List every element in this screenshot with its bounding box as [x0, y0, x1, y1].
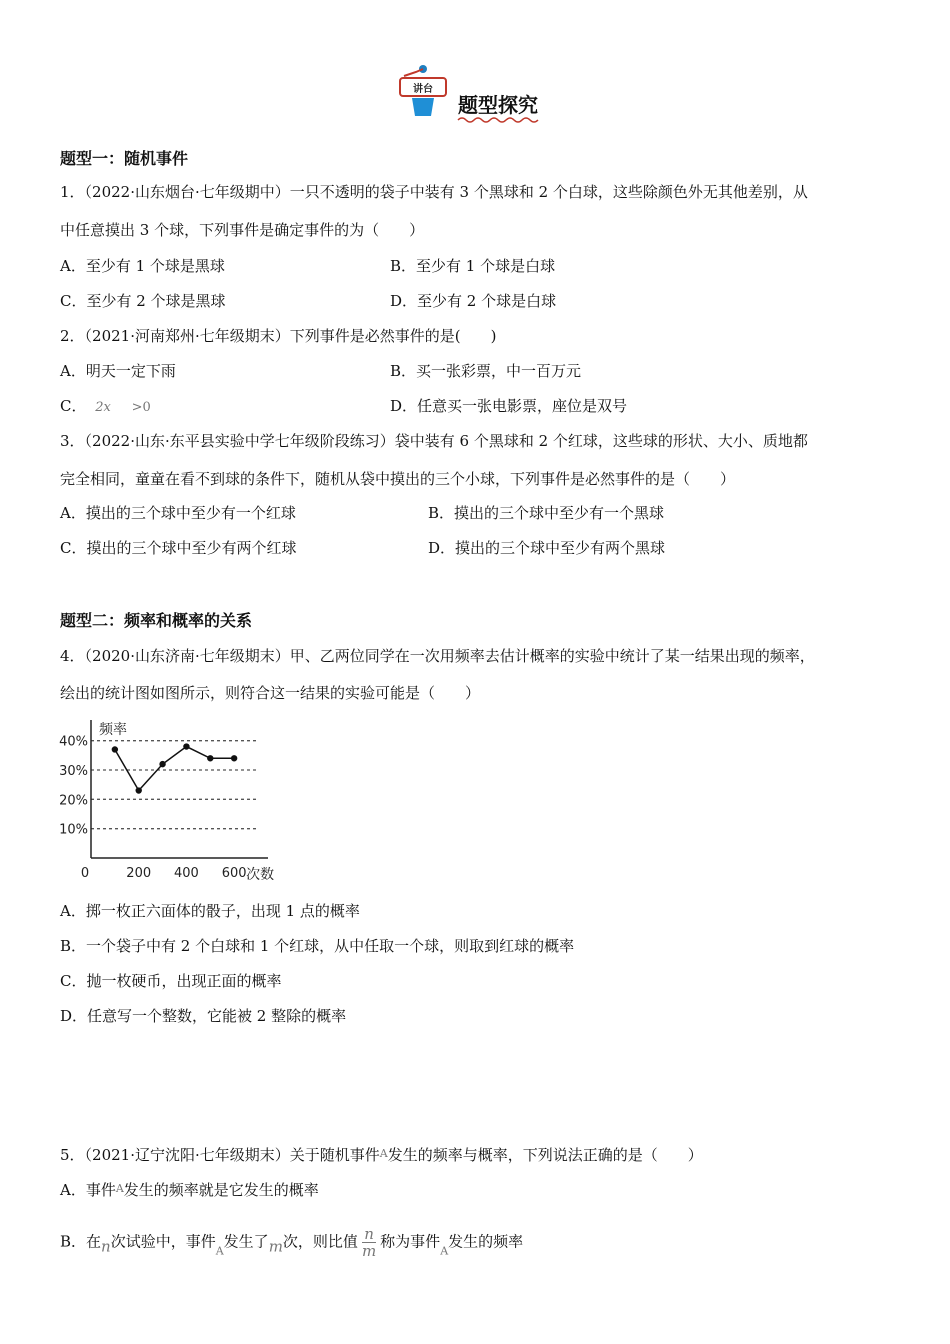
x-tick-label: 600: [221, 866, 247, 880]
q5-option-a-var: A: [115, 1182, 124, 1195]
header-title: 题型探究: [458, 93, 538, 117]
q1-option-c: C．至少有 2 个球是黑球: [60, 292, 226, 310]
y-axis-label: 频率: [99, 722, 127, 738]
series-line: [115, 747, 234, 791]
q2-option-c-label: C．: [60, 397, 87, 415]
q5-option-b-var-a: A: [215, 1244, 224, 1258]
y-tick-label: 30%: [59, 764, 88, 779]
q1-option-a: A．至少有 1 个球是黑球: [60, 257, 225, 275]
q5-option-b-pre: B．在: [60, 1232, 102, 1251]
q5-fraction: [362, 1226, 376, 1259]
q2-option-c-expr1: 2x: [95, 400, 111, 415]
y-tick-label: 40%: [59, 734, 88, 750]
q2-option-c: [60, 395, 151, 416]
x-tick-label: 0: [80, 866, 90, 880]
q4-option-a: A．掷一枚正六面体的骰子，出现 1 点的概率: [60, 902, 360, 920]
q1-stem-line2: 中任意摸出 3 个球，下列事件是确定事件的为（ ）: [60, 221, 425, 239]
q2-option-a: A．明天一定下雨: [60, 362, 176, 380]
q3-stem-line2: 完全相同，童童在看不到球的条件下，随机从袋中摸出的三个小球，下列事件是必然事件的是（ ）: [60, 470, 736, 488]
data-point: [231, 755, 237, 761]
fraction-numerator: n: [362, 1226, 376, 1243]
data-point: [183, 743, 189, 749]
q2-option-b: B．买一张彩票，中一百万元: [390, 362, 582, 380]
q5-option-b-var-a2: A: [440, 1244, 449, 1258]
q5-var-n: n: [101, 1237, 111, 1256]
q5-option-a-pre: A．事件: [60, 1181, 116, 1199]
q5-stem: [60, 1144, 703, 1165]
q4-option-c: C．抛一枚硬币，出现正面的概率: [60, 972, 282, 990]
frequency-chart: [58, 718, 298, 880]
q5-option-b-mid2: 发生了: [223, 1232, 269, 1251]
logo-text: 讲台: [413, 84, 433, 95]
q2-option-d: D．任意买一张电影票，座位是双号: [390, 397, 628, 415]
q5-option-a: [60, 1179, 319, 1200]
q4-option-b: B．一个袋子中有 2 个白球和 1 个红球，从中任取一个球，则取到红球的概率: [60, 937, 575, 955]
q5-option-b: [60, 1226, 523, 1259]
q1-stem-line1: 1．（2022·山东烟台·七年级期中）一只不透明的袋子中装有 3 个黑球和 2 个白球，这些除颜色外无其他差别，从: [60, 183, 808, 201]
q4-stem-line1: 4．（2020·山东济南·七年级期末）甲、乙两位同学在一次用频率去估计概率的实验中统计了某一结果出现的频率，: [60, 647, 815, 665]
header-logo: [398, 64, 548, 126]
data-point: [159, 761, 165, 767]
logo-podium: [412, 98, 434, 116]
fraction-denominator: m: [361, 1242, 377, 1260]
q3-option-a: A．摸出的三个球中至少有一个红球: [60, 504, 296, 522]
title-underline: [458, 118, 538, 122]
q5-var-m: m: [268, 1237, 283, 1256]
data-point: [112, 746, 118, 752]
q5-option-b-post: 称为事件: [380, 1232, 441, 1251]
q1-option-d: D．至少有 2 个球是白球: [390, 292, 557, 310]
q3-stem-line1: 3．（2022·山东·东平县实验中学七年级阶段练习）袋中装有 6 个黑球和 2 个红球，这些球的形状、大小、质地都: [60, 432, 808, 450]
data-point: [207, 755, 213, 761]
q5-stem-rest: 发生的频率与概率，下列说法正确的是（ ）: [387, 1146, 703, 1164]
q3-option-d: D．摸出的三个球中至少有两个黑球: [428, 539, 666, 557]
q2-option-c-expr2: >0: [131, 400, 151, 415]
y-tick-label: 10%: [59, 822, 88, 838]
q3-option-b: B．摸出的三个球中至少有一个黑球: [428, 504, 665, 522]
q1-option-b: B．至少有 1 个球是白球: [390, 257, 556, 275]
data-point: [136, 787, 142, 793]
section-title: 题型二：频率和概率的关系: [60, 611, 253, 630]
section-title: 题型一：随机事件: [60, 149, 189, 168]
q5-stem-text: 5．（2021·辽宁沈阳·七年级期末）关于随机事件: [60, 1146, 380, 1164]
x-axis-label: 次数: [246, 867, 275, 880]
q5-option-a-post: 发生的频率就是它发生的概率: [123, 1181, 319, 1199]
q3-option-c: C．摸出的三个球中至少有两个红球: [60, 539, 297, 557]
q5-var-a: A: [379, 1147, 388, 1160]
q5-option-b-end: 发生的频率: [448, 1232, 524, 1251]
x-tick-label: 400: [174, 866, 199, 880]
q4-option-d: D．任意写一个整数，它能被 2 整除的概率: [60, 1007, 347, 1025]
x-tick-label: 200: [126, 866, 152, 880]
q4-stem-line2: 绘出的统计图如图所示，则符合这一结果的实验可能是（ ）: [60, 684, 481, 702]
y-tick-label: 20%: [59, 793, 88, 809]
q5-option-b-mid3: 次，则比值: [282, 1232, 358, 1251]
q5-option-b-mid1: 次试验中，事件: [110, 1232, 216, 1251]
q2-stem: 2．（2021·河南郑州·七年级期末）下列事件是必然事件的是( ): [60, 327, 497, 345]
